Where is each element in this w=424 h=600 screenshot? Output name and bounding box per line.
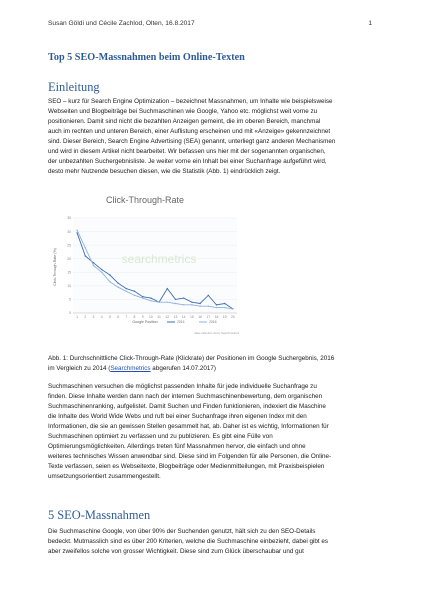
text-line: umsetzungsorientiert zusammengestellt.	[48, 473, 161, 481]
y-tick-label: 0	[69, 311, 71, 316]
caption-text: abgerufen 14.07.2017)	[150, 365, 217, 373]
legend-label: 2016	[209, 320, 217, 325]
data-point	[101, 272, 102, 273]
data-point	[158, 301, 159, 302]
section2-paragraph	[48, 527, 378, 557]
text-line: Texte verfassen, seien es Webseitexte, Blogbeiträge oder Medienmitteilungen, mit Praxisbeispielen	[48, 463, 325, 471]
text-line: Optimierungsmöglichkeiten. Allerdings treten fünf Massnahmen hervor, die einfach und ohne	[48, 443, 306, 451]
page-number: 1	[368, 20, 372, 27]
data-point	[117, 287, 118, 288]
text-line: weiteres technisches Wissen anwendbar sind. Diese sind im Folgenden für alle Personen, die Online-	[48, 453, 332, 461]
x-tick-label: 5	[108, 315, 111, 319]
data-point	[208, 306, 209, 307]
chart-watermark: searchmetrics	[121, 252, 197, 266]
x-tick-label: 19	[222, 315, 227, 319]
data-point	[117, 282, 118, 283]
data-point	[134, 295, 135, 296]
data-point	[76, 230, 77, 231]
text-line: sind. Dieser Bereich, Search Engine Advertising (SEA) genannt, unterliegt ganz anderen Mechanismen	[48, 138, 336, 146]
data-point	[134, 291, 135, 292]
text-line: und wird in diesem Artikel nicht bearbeitet. Wir befassen uns hier mit der sogenannten organischen,	[48, 148, 326, 156]
data-point	[126, 288, 127, 289]
y-tick-label: 5	[69, 297, 71, 302]
data-point	[142, 296, 143, 297]
data-point	[109, 281, 110, 282]
data-point	[167, 288, 168, 289]
text-line: finden. Diese Inhalte werden dann nach der internen Suchmaschinenbewertung, dem organischen	[48, 393, 323, 401]
data-point	[224, 303, 225, 304]
data-point	[126, 291, 127, 292]
chart-grid	[67, 216, 237, 319]
y-tick-label: 15	[67, 270, 71, 275]
text-line: Suchmaschinen optimiert zu verfassen und zu publizieren. Es gibt eine Fülle von	[48, 433, 273, 441]
x-tick-label: 2	[84, 315, 87, 319]
text-line: Informationen, die sie an gewissen Stellen gesammelt hat, ab. Daher ist es wichtig, Informationen für	[48, 423, 329, 431]
y-tick-label: 35	[67, 216, 71, 221]
document-title: Top 5 SEO-Massnahmen beim Online-Texten	[48, 52, 245, 63]
y-tick-label: 25	[67, 243, 71, 248]
text-line: der unbezahlten Suchergebnisliste. Je weiter vorne ein Inhalt bei einer Suchanfrage aufgeführt wird,	[48, 158, 327, 166]
data-point	[216, 307, 217, 308]
x-tick-label: 1	[76, 315, 79, 319]
searchmetrics-link[interactable]: Searchmetrics	[110, 365, 151, 373]
x-tick-label: 13	[173, 315, 178, 319]
data-point	[93, 265, 94, 266]
data-point	[191, 301, 192, 302]
data-point	[142, 297, 143, 298]
data-point	[191, 304, 192, 305]
intro-paragraph	[48, 97, 378, 177]
data-point	[167, 301, 168, 302]
y-tick-label: 30	[67, 229, 71, 234]
x-tick-label: 16	[198, 315, 202, 319]
text-line: SEO – kurz für Search Engine Optimization – bezeichnet Massnahmen, um Inhalte wie beispielsweise	[48, 98, 333, 105]
x-tick-label: 3	[92, 315, 95, 319]
caption-line-2	[48, 364, 378, 374]
chart-source-note: data collection via by Searchmetrics	[194, 331, 239, 335]
text-line: positionieren. Damit sind nicht die bezahlten Anzeigen gemeint, die im oberen Bereich, manchmal	[48, 118, 321, 126]
body-paragraph	[48, 382, 378, 482]
page-header	[48, 20, 372, 27]
data-point	[175, 299, 176, 300]
text-line: Die Suchmaschine Google, von über 90% der Suchenden genutzt, hält sich zu den SEO-Details	[48, 528, 316, 535]
x-tick-label: 9	[141, 315, 144, 319]
data-point	[208, 295, 209, 296]
x-tick-label: 4	[100, 315, 103, 319]
x-tick-label: 18	[214, 315, 219, 319]
x-tick-label: 17	[206, 315, 211, 319]
chart-legend	[167, 320, 217, 324]
data-point	[93, 262, 94, 263]
data-point	[199, 306, 200, 307]
x-tick-label: 12	[165, 315, 170, 319]
data-point	[85, 247, 86, 248]
legend-label: 2014	[177, 320, 185, 325]
x-tick-label: 10	[149, 315, 153, 319]
x-tick-label: 6	[117, 315, 120, 319]
data-point	[224, 307, 225, 308]
text-line: bedeckt. Mutmasslich sind es über 200 Kriterien, welche die Suchmaschine einbezieht, dabei gibt es	[48, 538, 329, 546]
chart-title: Click-Through-Rate	[105, 195, 185, 205]
data-point	[150, 297, 151, 298]
x-tick-label: 7	[125, 315, 128, 319]
figure-caption	[48, 354, 378, 374]
y-tick-label: 20	[67, 256, 71, 261]
text-line: aber zweifellos solche von grosser Wichtigkeit. Diese sind zum Glück überschaubar und gut	[48, 548, 304, 556]
x-tick-label: 20	[231, 315, 235, 319]
text-line: auch im rechten und unteren Bereich, einer Auflistung erscheinen und mit «Anzeige» gekennzeichnet	[48, 128, 331, 136]
x-tick-label: 15	[190, 315, 194, 319]
ctr-chart	[47, 191, 244, 337]
data-point	[199, 303, 200, 304]
caption-text: im Vergleich zu 2014 (	[48, 365, 111, 373]
data-point	[85, 255, 86, 256]
chart-y-axis-label: Click-Through-Rate (%)	[53, 248, 57, 286]
data-point	[101, 269, 102, 270]
x-tick-label: 11	[157, 315, 161, 319]
text-line: desto mehr Nutzende besuchen diesen, wie die Statistik (Abb. 1) eindrücklich zeigt.	[48, 168, 281, 176]
data-point	[232, 308, 233, 309]
data-point	[175, 303, 176, 304]
text-line: Suchmaschinenranking, aufgelistet. Damit Suchen und Finden funktionieren, indexiert die Maschine	[48, 403, 326, 411]
y-tick-label: 10	[67, 284, 71, 289]
data-point	[109, 274, 110, 275]
chart-x-axis-label: Google Position	[132, 320, 158, 324]
text-line: Suchmaschinen versuchen die möglichst passenden Inhalte für jede individuelle Suchanfrage zu	[48, 383, 317, 390]
caption-line: Abb. 1: Durchschnittliche Click-Through-Rate (Klickrate) der Positionen im Google Suchergebnis, 2016	[48, 355, 335, 362]
header-author-line: Susan Göldi und Cécile Zachlod, Olten, 16.8.2017	[48, 20, 195, 27]
data-point	[183, 297, 184, 298]
data-point	[216, 304, 217, 305]
data-point	[76, 232, 77, 233]
heading-einleitung: Einleitung	[48, 80, 100, 94]
x-tick-label: 8	[133, 315, 136, 319]
text-line: Webseiten und Blogbeiträge bei Suchmaschinen wie Google, Yahoo etc. möglichst weit vorne zu	[48, 108, 318, 116]
data-point	[150, 300, 151, 301]
heading-5-seo-massnahmen: 5 SEO-Massnahmen	[48, 508, 151, 522]
text-line: die Inhalte des World Wide Webs und ruft bei einer Suchanfrage ihren eigenen Index mit den	[48, 413, 307, 421]
x-tick-label: 14	[181, 315, 186, 319]
data-point	[183, 304, 184, 305]
